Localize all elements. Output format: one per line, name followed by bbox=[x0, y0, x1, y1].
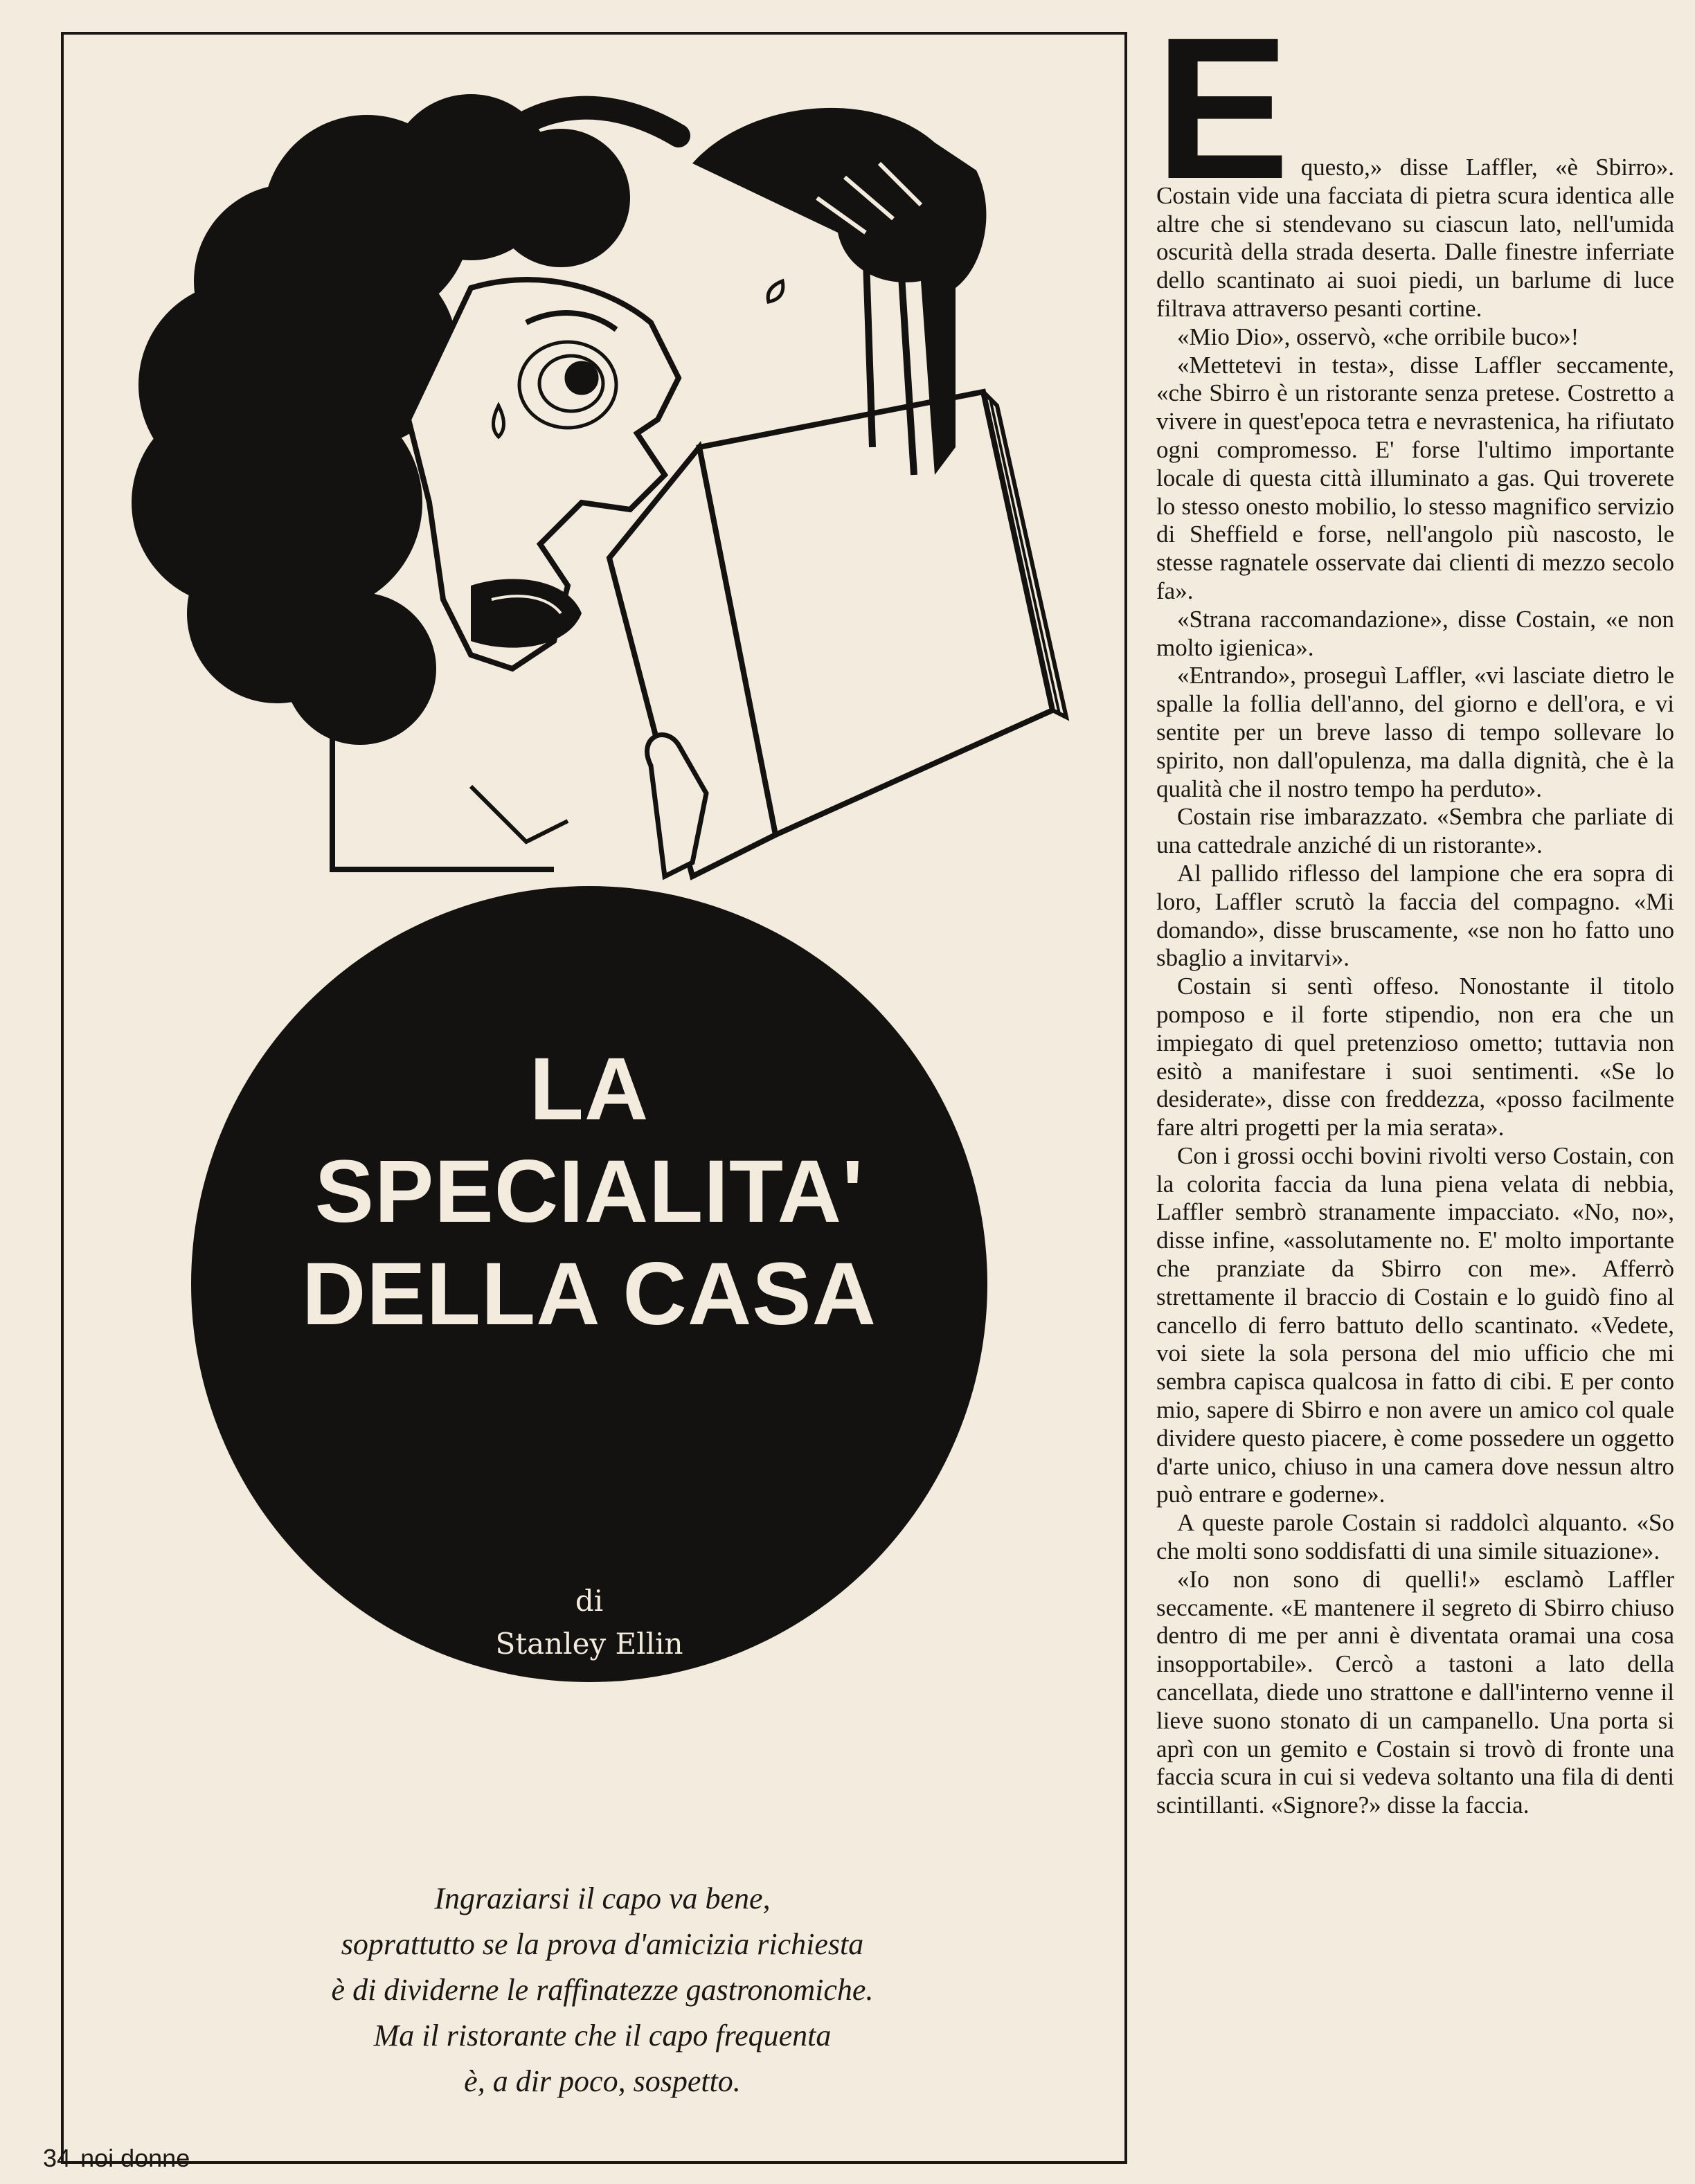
byline-prefix: di bbox=[575, 1584, 604, 1618]
title-line-2: SPECIALITA' bbox=[314, 1142, 864, 1241]
body-paragraph: «Mio Dio», osservò, «che orribile buco»! bbox=[1177, 323, 1579, 350]
body-paragraph: «Strana raccomandazione», disse Costain, «e non molto igienica». bbox=[1156, 605, 1674, 661]
body-paragraph: questo,» disse Laffler, «è Sbirro». Costain vide una facciata di pietra scura identica alle altre che si stendevano su ciascun lato, nell'umida oscurità della strada deserta. Dalle finestre inferriate dello scantinato ai suoi piedi, un barlume di luce filtrava attraverso pesanti cortine. bbox=[1156, 154, 1674, 322]
byline bbox=[191, 1580, 987, 1666]
article-body bbox=[1155, 0, 1674, 1820]
article-title bbox=[191, 1038, 987, 1346]
title-line-3: DELLA CASA bbox=[301, 1245, 877, 1344]
body-paragraph: Costain si sentì offeso. Nonostante il titolo pomposo e il forte stipendio, non era che un impiegato di quel pretenzioso ometto; tuttavia non esitò a manifestare i suoi sentimenti. «Se lo desiderate», disse con freddezza, «posso facilmente fare altri progetti per la mia serata». bbox=[1156, 973, 1674, 1141]
body-paragraph: Al pallido riflesso del lampione che era sopra di loro, Laffler scrutò la faccia del compagno. «Mi domando», disse bruscamente, «se non ho fatto uno sbaglio a invitarvi». bbox=[1156, 859, 1674, 972]
standfirst-line: Ingraziarsi il capo va bene, bbox=[434, 1881, 771, 1915]
page-footer bbox=[43, 2145, 190, 2172]
body-paragraph: «Io non sono di quelli!» esclamò Laffler seccamente. «E mantenere il segreto di Sbirro chiuso dentro di me per anni è diventata oramai una cosa insopportabile». Cercò a tastoni a lato della cancellata, diede uno strattone e dall'interno venne il lieve suono stonato di un campanello. Una porta si aprì con un gemito e Costain si trovò di fronte una faccia scura in cui si vedeva soltanto una fila di denti scintillanti. «Signore?» disse la faccia. bbox=[1156, 1565, 1674, 1819]
byline-author: Stanley Ellin bbox=[495, 1627, 683, 1661]
page-number: 34 bbox=[43, 2144, 71, 2172]
standfirst-line: Ma il ristorante che il capo frequenta bbox=[373, 2019, 832, 2052]
body-paragraph: «Mettetevi in testa», disse Laffler seccamente, «che Sbirro è un ristorante senza pretese. Costretto a vivere in quest'epoca tetra e nevrastenica, ha rifiutato ogni compromesso. E' forse l'ultimo importante locale di questa città illuminato a gas. Qui troverete lo stesso onesto mobilio, lo stesso magnifico servizio di Sheffield e forse, nell'angolo più nascosto, le stesse ragnatele osservate dai clienti di mezzo secolo fa». bbox=[1156, 351, 1674, 604]
body-paragraph: Con i grossi occhi bovini rivolti verso Costain, con la colorita faccia da luna piena velata di nebbia, Laffler sembrò stranamente impacciato. «No, no», disse infine, «assolutamente no. E' molto importante che pranziate da Sbirro con me». Afferrò strettamente il braccio di Costain e lo guidò fino al cancello di ferro battuto dello scantinato. «Vedete, voi siete la sola persona del mio ufficio che mi sembra capisca qualcosa in fatto di cibi. E per conto mio, sapere di Sbirro e non avere un amico col quale dividere questo piacere, è come possedere un oggetto d'arte unico, chiuso in una camera dove nessun altro può entrare e goderne». bbox=[1156, 1141, 1674, 1508]
standfirst-line: è, a dir poco, sospetto. bbox=[464, 2064, 741, 2098]
standfirst-line: è di dividerne le raffinatezze gastronomiche. bbox=[331, 1973, 874, 2007]
body-paragraph: «Entrando», proseguì Laffler, «vi lasciate dietro le spalle la follia dell'anno, del giorno e dell'ora, e vi sentite per un breve lasso di tempo sollevare lo spirito, non dall'opulenza, ma dalla dignità, che è la qualità che il nostro tempo ha perduto». bbox=[1156, 662, 1674, 802]
menu-reader-illustration bbox=[83, 60, 1094, 918]
magazine-name: noi donne bbox=[80, 2144, 190, 2172]
drop-cap: E bbox=[1155, 0, 1290, 221]
standfirst bbox=[97, 1876, 1108, 2104]
body-paragraph: Costain rise imbarazzato. «Sembra che parliate di una cattedrale anziché di un ristorante». bbox=[1156, 803, 1674, 859]
standfirst-line: soprattutto se la prova d'amicizia richiesta bbox=[341, 1927, 864, 1961]
title-line-1: LA bbox=[529, 1040, 649, 1139]
body-paragraph: A queste parole Costain si raddolcì alquanto. «So che molti sono soddisfatti di una simile situazione». bbox=[1156, 1509, 1674, 1565]
